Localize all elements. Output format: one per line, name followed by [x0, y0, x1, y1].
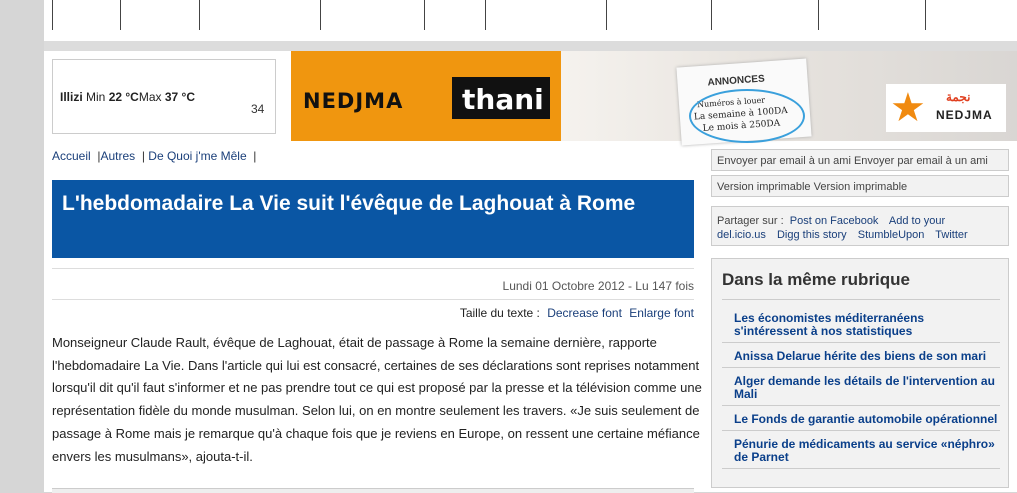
print-version-button[interactable]: Version imprimable Version imprimable	[711, 175, 1009, 197]
font-size-label: Taille du texte :	[459, 306, 540, 320]
paper-line: La semaine à 100DA	[693, 105, 789, 123]
list-item[interactable]: Les économistes méditerranéens s'intéressent à nos statistiques	[722, 305, 1000, 343]
logo-latin: NEDJMA	[936, 108, 993, 122]
weather-min-label: Min	[86, 90, 106, 104]
nav-separator	[120, 0, 121, 30]
share-facebook-link[interactable]: Post on Facebook	[789, 215, 879, 227]
article-bottom-border	[52, 488, 694, 493]
weather-max-value: 37 °C	[164, 90, 196, 104]
nav-separator	[199, 0, 200, 30]
nav-separator	[818, 0, 819, 30]
weather-number: 34	[251, 102, 265, 116]
weather-widget	[52, 59, 276, 134]
banner-orange-panel	[291, 51, 561, 141]
breadcrumb-de-quoi[interactable]: De Quoi j'me Mêle	[148, 149, 247, 163]
email-friend-button[interactable]: Envoyer par email à un ami Envoyer par email à un ami	[711, 149, 1009, 171]
paper-line: Le mois à 250DA	[702, 118, 781, 134]
nav-separator	[711, 0, 712, 30]
share-digg-link[interactable]: Digg this story	[776, 229, 847, 241]
banner-thani-logo	[452, 77, 550, 119]
list-item[interactable]: Le Fonds de garantie automobile opérationnel	[722, 406, 1000, 431]
logo-arabic: نجمة	[946, 90, 971, 104]
font-size-controls	[460, 306, 694, 320]
page	[44, 0, 1017, 492]
banner-brand-text: NEDJMA	[303, 89, 404, 113]
share-stumbleupon-link[interactable]: StumbleUpon	[857, 229, 925, 241]
decrease-font-link[interactable]: Decrease font	[547, 306, 622, 320]
enlarge-font-link[interactable]: Enlarge font	[629, 306, 694, 320]
related-list	[722, 305, 1000, 469]
list-item[interactable]: Alger demande les détails de l'intervention au Mali	[722, 368, 1000, 406]
weather-max-label: Max	[138, 90, 162, 104]
highlight-oval	[689, 89, 805, 143]
breadcrumb: Accueil |Autres | De Quoi j'me Mêle |	[52, 149, 257, 163]
nedjma-logo	[886, 84, 1006, 132]
list-item[interactable]: Pénurie de médicaments au service «néphro» de Parnet	[722, 431, 1000, 469]
header-divider	[44, 41, 1017, 51]
article-title-box	[52, 180, 694, 258]
weather-min-value: 22 °C	[108, 90, 139, 104]
breadcrumb-home[interactable]: Accueil	[52, 149, 91, 163]
page-title: L'hebdomadaire La Vie suit l'évêque de Laghouat à Rome	[62, 192, 636, 215]
related-articles	[711, 258, 1009, 488]
share-label: Partager sur :	[717, 215, 784, 227]
divider	[52, 299, 694, 300]
breadcrumb-autres[interactable]: Autres	[100, 149, 136, 163]
nav-separator	[52, 0, 53, 30]
share-delicious-link[interactable]: Add to your del.icio.us	[717, 215, 946, 241]
share-box	[711, 206, 1009, 246]
paper-line: Numéros à louer	[696, 95, 766, 110]
nav-separator	[485, 0, 486, 30]
ad-banner[interactable]	[291, 51, 1017, 141]
article-dateline: Lundi 01 Octobre 2012 - Lu 147 fois	[502, 279, 694, 293]
weather-city: Illizi	[60, 90, 83, 104]
star-icon: ★	[890, 86, 926, 130]
nav-separator	[606, 0, 607, 30]
top-nav	[44, 0, 1017, 30]
weather-line	[60, 90, 195, 104]
nav-separator	[320, 0, 321, 30]
divider	[722, 299, 1000, 300]
thani-text: thani	[462, 83, 544, 116]
share-twitter-link[interactable]: Twitter	[935, 229, 968, 241]
nav-separator	[925, 0, 926, 30]
paper-header: ANNONCES	[707, 73, 766, 89]
divider	[52, 268, 694, 269]
list-item[interactable]: Anissa Delarue hérite des biens de son mari	[722, 343, 1000, 368]
related-title: Dans la même rubrique	[722, 270, 911, 289]
nav-separator	[424, 0, 425, 30]
article-body: Monseigneur Claude Rault, évêque de Laghouat, était de passage à Rome la semaine dernière, rapporte l'hebdomadaire La Vie. Dans l'article qui lui est consacré, certaines de ses déclarations sont reprises notamment lorsqu'il dit qu'il faut s'informer et ne pas prendre tout ce qui est proposé par la presse et la télévision comme une représentation fidèle du monde musulman. Selon lui, on en montre seulement les travers. «Je suis seulement de passage à Rome mais je remarque qu'à chaque fois que je reviens en Europe, on ressent une certaine méfiance envers les musulmans», ajouta-t-il.	[52, 335, 702, 464]
